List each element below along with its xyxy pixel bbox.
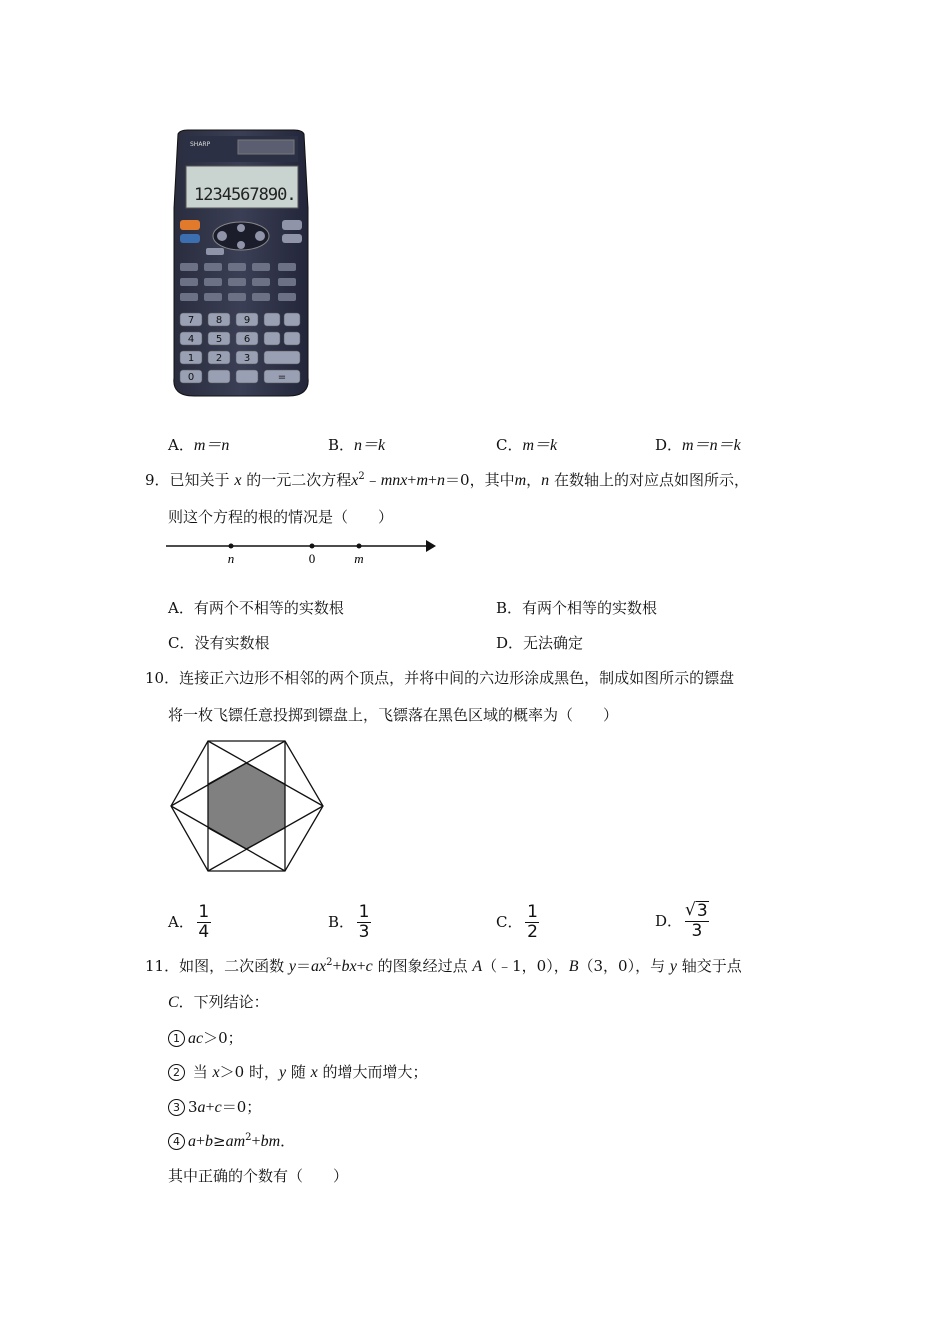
svg-text:9: 9: [243, 315, 251, 326]
q10-option-b[interactable]: B． $\frac{1}{3}$: [328, 901, 370, 942]
option-text: m＝k: [522, 437, 558, 454]
option-label: C．: [496, 436, 523, 454]
svg-text:1: 1: [187, 353, 195, 364]
q9-stem-line2: 则这个方程的根的情况是（ ）: [168, 508, 394, 526]
q9-option-a[interactable]: A．有两个不相等的实数根: [168, 599, 344, 617]
q9-stem-line1: 9．已知关于 x 的一元二次方程$x^2﹣mnx+m+n=0$，其中m，n 在数轴上的对应点如图所示，: [145, 471, 749, 489]
q9-option-c[interactable]: C．没有实数根: [168, 634, 270, 652]
option-text: m＝n＝k: [682, 437, 741, 454]
q8-option-a[interactable]: [168, 435, 229, 456]
number-line-label-n: n: [227, 551, 235, 566]
fraction: $\frac{1}{3}$: [358, 901, 370, 942]
q9-option-b[interactable]: B．有两个相等的实数根: [496, 599, 658, 617]
q8-option-c[interactable]: [496, 435, 557, 456]
q10-option-a[interactable]: A． $\frac{1}{4}$: [168, 901, 210, 942]
q8-option-b[interactable]: [328, 435, 385, 456]
q11-conclusion-4: 4 $a+b\ge am^2+bm$．: [168, 1131, 295, 1152]
q10-stem-line2: 将一枚飞镖任意投掷到镖盘上，飞镖落在黑色区域的概率为（ ）: [168, 706, 619, 724]
svg-text:8: 8: [215, 315, 223, 326]
q10-stem-line1: 10．连接正六边形不相邻的两个顶点，并将中间的六边形涂成黑色，制成如图所示的镖盘: [145, 669, 735, 687]
fraction: √ 3 3: [685, 900, 708, 941]
question-number: 11．: [145, 957, 180, 975]
q10-option-d[interactable]: D． √ 3 3: [655, 900, 708, 941]
svg-text:6: 6: [243, 334, 251, 345]
hexagon-dartboard-figure: [168, 738, 326, 874]
q9-option-d[interactable]: D．无法确定: [496, 634, 584, 652]
number-line-label-zero: 0: [308, 551, 316, 566]
svg-text:4: 4: [187, 334, 195, 345]
svg-text:0: 0: [187, 372, 195, 383]
svg-text:3: 3: [243, 353, 251, 364]
option-text: m＝n: [193, 437, 230, 454]
calculator-display: 1234567890.: [194, 185, 296, 205]
option-label: A．: [168, 436, 194, 454]
svg-text:7: 7: [187, 315, 195, 326]
q11-conclusion-2: 2 当 x＞0 时，y 随 x 的增大而增大；: [168, 1062, 428, 1083]
sqrt-symbol: √ 3: [685, 900, 708, 921]
option-label: D．: [655, 436, 683, 454]
question-number: 9．: [145, 471, 170, 489]
calculator-brand: SHARP: [190, 141, 211, 148]
fraction: $\frac{1}{4}$: [198, 901, 210, 942]
fraction: $\frac{1}{2}$: [527, 901, 538, 942]
number-line-label-m: m: [354, 551, 364, 566]
q11-stem-line1: 11．如图，二次函数 $y=ax^2+bx+c$ 的图象经过点 A（﹣1，0），B（3，0），与 y 轴交于点: [145, 957, 742, 975]
q8-option-d[interactable]: [655, 435, 741, 456]
q10-option-c[interactable]: C． $\frac{1}{2}$: [496, 901, 538, 942]
question-number: 10．: [145, 669, 180, 687]
calculator-image: [168, 128, 314, 400]
q11-conclusion-3: 3 3a+c＝0；: [168, 1097, 261, 1118]
svg-text:2: 2: [215, 353, 223, 364]
number-line-figure: [164, 534, 440, 568]
svg-text:5: 5: [215, 334, 223, 345]
q11-conclusion-1: 1 ac＞0；: [168, 1028, 243, 1049]
q11-question: 其中正确的个数有（ ）: [168, 1167, 349, 1185]
q11-stem-line2: C．下列结论：: [168, 993, 269, 1011]
svg-text:=: =: [277, 372, 287, 383]
option-label: B．: [328, 436, 355, 454]
option-text: n＝k: [354, 437, 386, 454]
